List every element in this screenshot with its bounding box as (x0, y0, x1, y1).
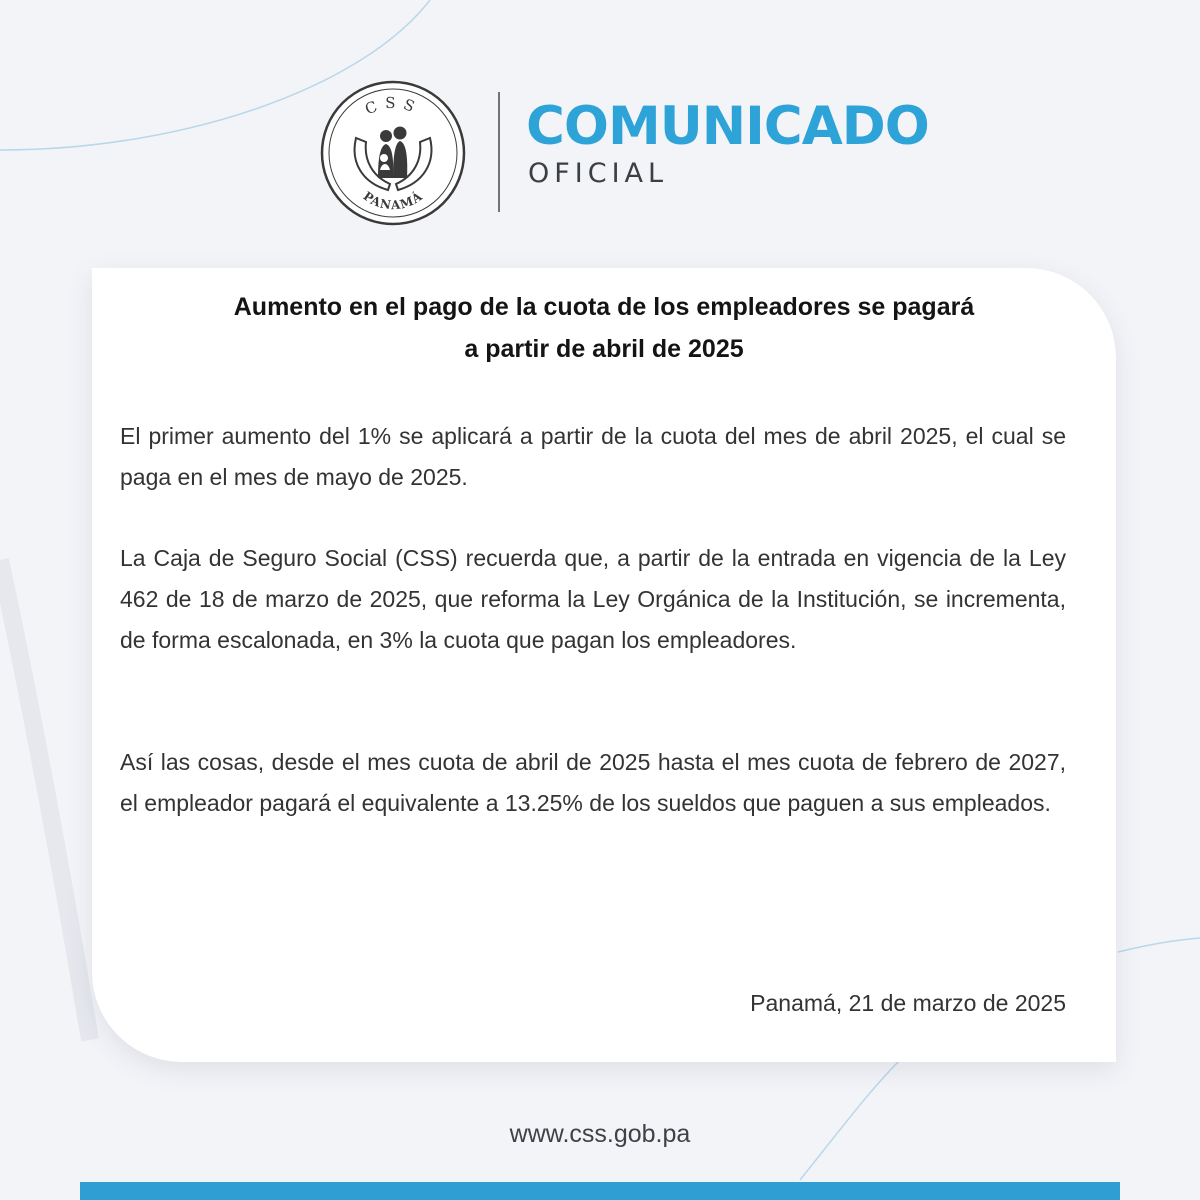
paragraph-3: Así las cosas, desde el mes cuota de abril de 2025 hasta el mes cuota de febrero de 2027, el empleador pagará el equivalente a 13.25% de los sueldos que paguen a sus empleados. (120, 749, 1066, 816)
header-divider (498, 92, 500, 212)
announcement-card (92, 268, 1116, 1062)
headline-line-2: a partir de abril de 2025 (464, 335, 744, 363)
css-logo (318, 78, 468, 228)
header-title: COMUNICADO (526, 96, 929, 157)
logo-bottom-text: PANAMÁ (360, 188, 426, 213)
header (0, 0, 1200, 260)
headline-line-1: Aumento en el pago de la cuota de los empleadores se pagará (233, 293, 975, 321)
announcement-date: Panamá, 21 de marzo de 2025 (750, 990, 1066, 1016)
website-url[interactable]: www.css.gob.pa (509, 1120, 691, 1148)
announcement-headline (192, 286, 1016, 370)
bottom-accent-bar (80, 1182, 1120, 1200)
logo-top-text: CSS (362, 93, 424, 119)
header-subtitle: OFICIAL (528, 158, 669, 189)
paragraph-2: La Caja de Seguro Social (CSS) recuerda que, a partir de la entrada en vigencia de la Ley 462 de 18 de marzo de 2025, que reforma la Ley Orgánica de la Institución, se incrementa, de forma escalonada, en 3% la cuota que pagan los empleadores. (120, 545, 1066, 653)
paragraph-1: El primer aumento del 1% se aplicará a partir de la cuota del mes de abril 2025, el cual se paga en el mes de mayo de 2025. (120, 423, 1066, 490)
